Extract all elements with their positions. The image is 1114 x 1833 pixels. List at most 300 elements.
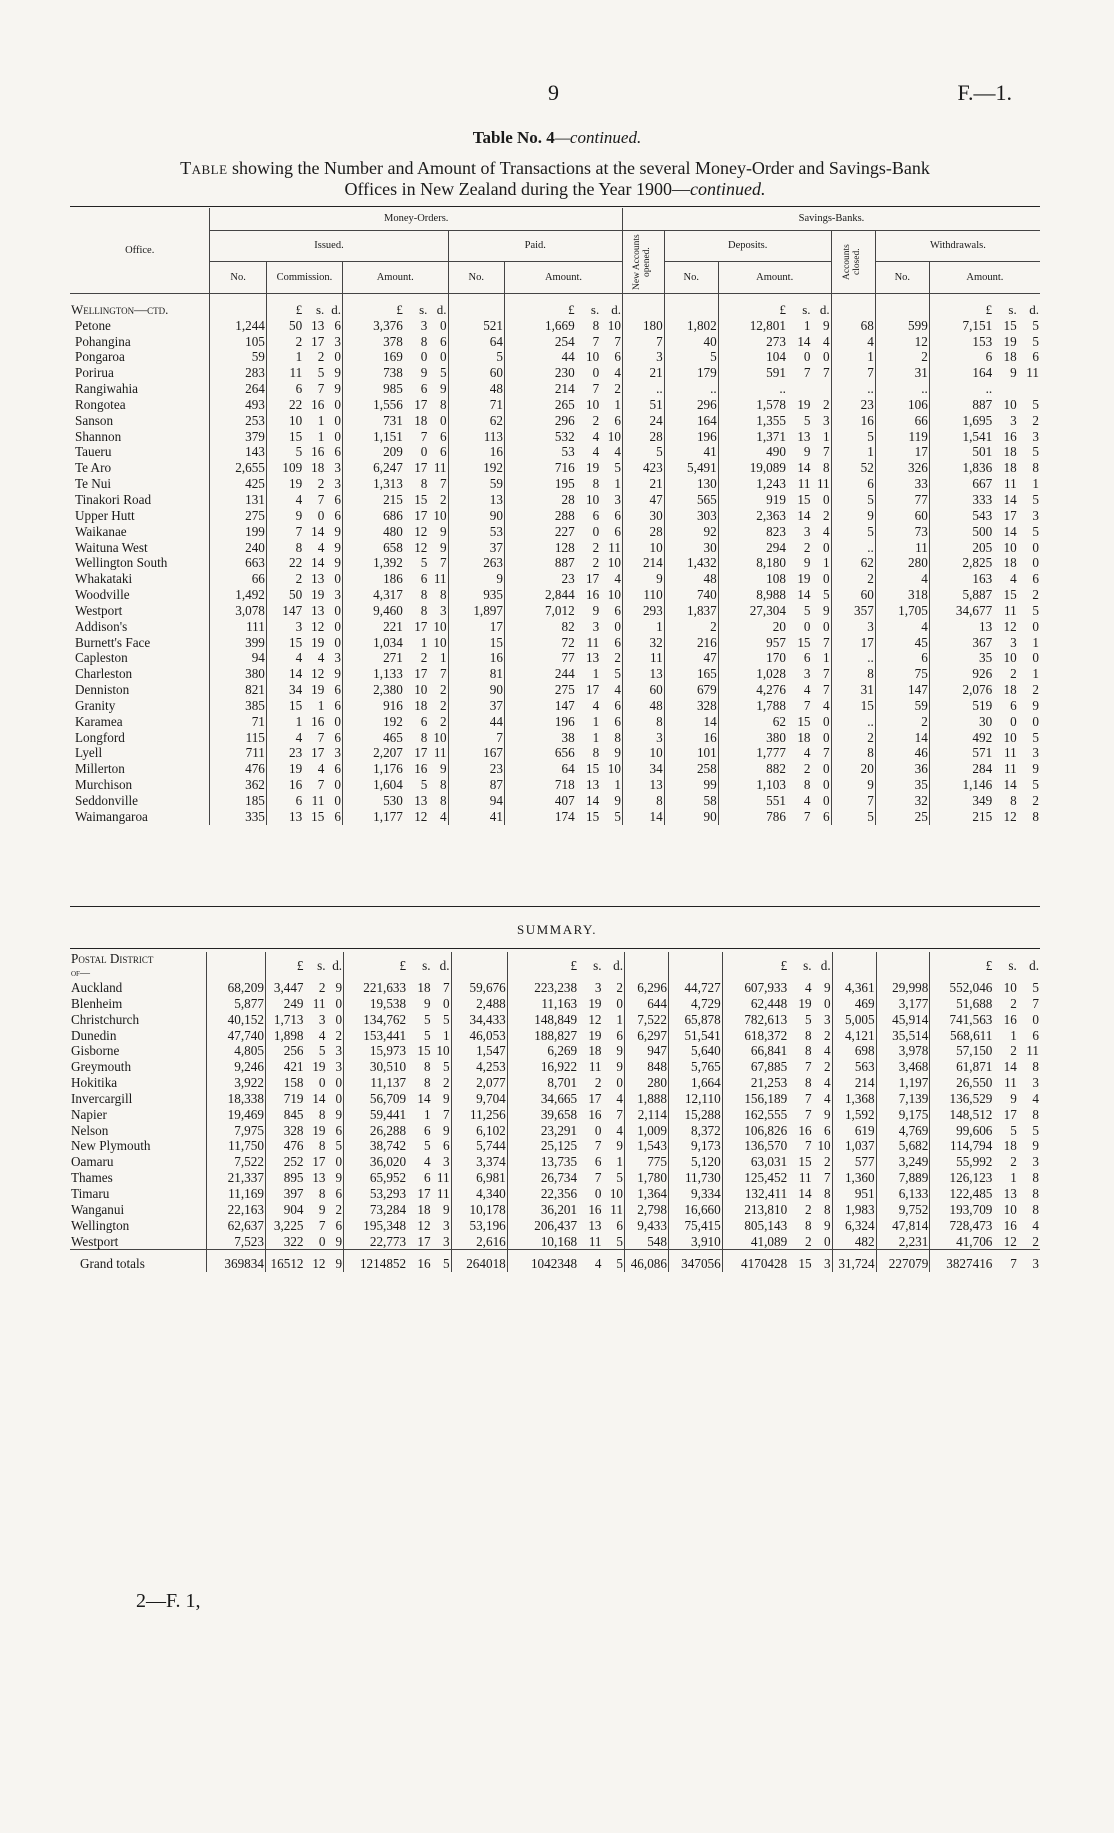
- district-row: [70, 980, 1040, 996]
- office-cell: 9: [803, 444, 811, 460]
- office-office-name: Waituna West: [75, 539, 148, 555]
- office-cell: 14: [797, 587, 811, 603]
- office-cell: 15: [266, 635, 303, 651]
- office-cell: 25: [875, 809, 929, 825]
- office-office-name: Rangiwahia: [75, 381, 138, 397]
- office-cell: 18: [1003, 444, 1017, 460]
- district-cell: 114,794: [930, 1138, 994, 1154]
- office-cell: 2: [664, 619, 718, 635]
- office-cell: 1: [317, 412, 325, 428]
- district-cell: 136,570: [722, 1138, 788, 1154]
- office-cell: 357: [831, 603, 875, 619]
- office-cell: 38: [504, 730, 575, 746]
- office-cell: 108: [718, 571, 787, 587]
- office-cell: 17: [414, 745, 428, 761]
- district-cell: 38,742: [344, 1138, 408, 1154]
- office-cell: 480: [342, 524, 403, 540]
- office-cell: 0: [1032, 555, 1039, 571]
- district-cell: 4,121: [832, 1028, 876, 1044]
- district-cell: 12: [588, 1011, 602, 1027]
- district-cell: 47,740: [207, 1028, 266, 1044]
- unit-d: d.: [332, 958, 343, 974]
- district-cell: 19: [798, 995, 812, 1011]
- district-cell: 11,730: [668, 1170, 722, 1186]
- district-cell: 6: [423, 1170, 431, 1186]
- office-cell: 104: [718, 349, 787, 365]
- unit-s: s.: [803, 958, 812, 974]
- district-cell: 13: [1003, 1185, 1017, 1201]
- office-cell: 32: [875, 793, 929, 809]
- office-cell: 18: [414, 412, 428, 428]
- office-cell: 169: [342, 349, 403, 365]
- grand-totals-cell: 3: [824, 1256, 831, 1272]
- office-cell: 2,207: [342, 745, 403, 761]
- office-cell: 4: [803, 793, 811, 808]
- withdrawals-no-header: No.: [875, 262, 929, 294]
- office-cell: 13: [929, 619, 993, 635]
- district-cell: 16: [1003, 1011, 1017, 1027]
- office-cell: 20: [718, 619, 787, 635]
- office-cell: 62: [448, 413, 504, 429]
- table-title: [0, 128, 1114, 148]
- district-cell: 34,665: [507, 1091, 578, 1107]
- district-cell: 2: [824, 1027, 831, 1043]
- office-cell: 12: [311, 618, 325, 634]
- office-cell: 28: [504, 492, 575, 508]
- office-cell: 519: [929, 698, 993, 714]
- office-cell: 4: [592, 428, 600, 444]
- office-cell: 11: [1004, 602, 1017, 618]
- district-cell: 7: [318, 1217, 326, 1233]
- district-cell: 195,348: [344, 1218, 408, 1234]
- office-cell: 23: [266, 745, 303, 761]
- office-cell: 326: [875, 460, 929, 476]
- district-cell: 6,133: [876, 1186, 930, 1202]
- office-cell: 8: [803, 777, 811, 793]
- office-cell: 7: [317, 729, 325, 745]
- office-cell: 6: [439, 444, 447, 460]
- issued-header: Issued.: [210, 230, 448, 262]
- office-cell: 62: [718, 714, 787, 730]
- office-cell: 19: [266, 476, 303, 492]
- district-cell: 15: [798, 1154, 812, 1170]
- office-cell: 101: [664, 745, 718, 761]
- office-row: [70, 714, 1040, 730]
- district-cell: 15,288: [668, 1107, 722, 1123]
- district-cell: 249: [265, 996, 304, 1012]
- grand-totals-row: [70, 1250, 1040, 1272]
- office-row: [70, 444, 1040, 460]
- office-cell: 28: [622, 429, 664, 445]
- office-cell: 24: [622, 413, 664, 429]
- district-cell: 19: [312, 1122, 326, 1138]
- district-cell: 2: [616, 980, 623, 995]
- district-row: [70, 1091, 1040, 1107]
- district-cell: 11: [1026, 1043, 1039, 1059]
- office-cell: 1,392: [342, 555, 403, 571]
- summary-title: SUMMARY.: [516, 922, 598, 937]
- office-cell: 36: [875, 761, 929, 777]
- office-cell: 296: [504, 413, 575, 429]
- office-cell: 3: [334, 333, 341, 349]
- office-cell: 90: [448, 682, 504, 698]
- office-cell: 13: [414, 793, 428, 808]
- office-cell: 2: [317, 476, 325, 492]
- district-cell: 5: [442, 1011, 450, 1027]
- district-cell: 17: [588, 1090, 602, 1106]
- office-cell: 2: [1010, 666, 1017, 682]
- district-cell: 1,983: [832, 1202, 876, 1218]
- office-cell: 731: [342, 413, 403, 429]
- office-cell: 476: [210, 761, 266, 777]
- district-cell: 9: [616, 1138, 623, 1154]
- office-cell: 1: [266, 349, 303, 365]
- office-cell: 957: [718, 635, 787, 651]
- office-cell: 1: [614, 476, 621, 492]
- office-cell: 47: [664, 650, 718, 666]
- district-cell: 8: [1032, 1106, 1039, 1122]
- office-office-name: Tinakori Road: [75, 491, 152, 507]
- office-cell: 425: [210, 476, 266, 492]
- office-cell: 1: [1032, 634, 1039, 650]
- office-office-name: Capleston: [75, 650, 128, 666]
- office-row: [70, 476, 1040, 492]
- office-cell: 2: [439, 697, 447, 713]
- office-cell: 12: [414, 539, 428, 555]
- office-cell: 4: [875, 619, 929, 635]
- office-cell: 2,825: [929, 555, 993, 571]
- office-cell: 8: [420, 587, 428, 603]
- office-cell: 14: [797, 333, 811, 349]
- office-cell: 7: [592, 381, 600, 397]
- office-cell: 1,492: [210, 587, 266, 603]
- office-cell: 227: [504, 524, 575, 540]
- office-cell: 492: [929, 730, 993, 746]
- office-cell: 1: [266, 714, 303, 730]
- caption-lead: Table: [180, 158, 228, 178]
- office-cell: 887: [929, 397, 993, 413]
- office-cell: 37: [448, 698, 504, 714]
- office-cell: 11: [1004, 761, 1017, 777]
- office-cell: 1: [622, 619, 664, 635]
- office-cell: 10: [414, 682, 428, 698]
- office-cell: 13: [622, 666, 664, 682]
- office-cell: 0: [592, 365, 600, 381]
- office-cell: ..: [622, 381, 664, 397]
- office-cell: 7: [823, 682, 830, 698]
- district-cell: 122,485: [930, 1186, 994, 1202]
- office-cell: 8,180: [718, 555, 787, 571]
- office-cell: 521: [448, 318, 504, 334]
- district-cell: 132,411: [722, 1186, 788, 1202]
- district-row: [70, 996, 1040, 1012]
- office-cell: 77: [504, 650, 575, 666]
- district-cell: 26,734: [507, 1170, 578, 1186]
- district-cell: 3: [442, 1154, 450, 1170]
- grand-totals-cell: 7: [1010, 1256, 1017, 1272]
- office-cell: 0: [823, 777, 830, 793]
- district-cell: 4,729: [668, 996, 722, 1012]
- office-cell: 9: [1032, 697, 1039, 713]
- office-cell: 5: [266, 444, 303, 460]
- office-cell: [787, 381, 812, 397]
- issued-amount-header: Amount.: [342, 262, 448, 294]
- office-cell: 0: [334, 412, 341, 428]
- office-cell: 10: [1003, 396, 1017, 412]
- district-cell: 947: [625, 1043, 669, 1059]
- district-cell: 126,123: [930, 1170, 994, 1186]
- district-cell: 577: [832, 1154, 876, 1170]
- district-cell: 39,658: [507, 1107, 578, 1123]
- office-cell: 6: [334, 317, 341, 333]
- district-cell: 7: [594, 1170, 602, 1186]
- office-cell: 367: [929, 635, 993, 651]
- office-cell: 13: [586, 777, 600, 793]
- office-cell: 6: [439, 333, 447, 349]
- office-cell: 786: [718, 809, 787, 825]
- office-cell: 111: [210, 619, 266, 635]
- district-cell: 4: [423, 1154, 431, 1170]
- office-cell: 935: [448, 587, 504, 603]
- office-cell: 13: [311, 602, 325, 618]
- district-office-name: Westport: [71, 1233, 119, 1249]
- office-cell: 271: [342, 650, 403, 666]
- office-cell: 500: [929, 524, 993, 540]
- office-cell: 48: [448, 381, 504, 397]
- district-office-name: Dunedin: [71, 1027, 117, 1043]
- district-cell: 3: [335, 1043, 343, 1059]
- office-cell: 10: [622, 540, 664, 556]
- office-office-name: Wellington South: [75, 555, 168, 571]
- district-cell: 618,372: [722, 1028, 788, 1044]
- office-cell: 106: [875, 397, 929, 413]
- office-cell: 0: [803, 618, 811, 634]
- office-cell: 9: [1032, 761, 1039, 777]
- office-cell: 8: [1032, 460, 1039, 476]
- office-cell: 1,556: [342, 397, 403, 413]
- district-cell: 8: [1032, 1185, 1039, 1201]
- office-cell: 4: [614, 682, 621, 698]
- office-cell: 711: [210, 745, 266, 761]
- office-row: [70, 349, 1040, 365]
- office-cell: 22: [266, 397, 303, 413]
- office-cell: 14: [1003, 523, 1017, 539]
- office-cell: 92: [664, 524, 718, 540]
- office-cell: 9: [831, 777, 875, 793]
- office-cell: 9: [592, 602, 600, 618]
- office-cell: 1: [823, 650, 830, 666]
- office-cell: 163: [929, 571, 993, 587]
- office-cell: 379: [210, 429, 266, 445]
- office-cell: 4,276: [718, 682, 787, 698]
- office-cell: 8: [592, 317, 600, 333]
- office-cell: 16: [1003, 428, 1017, 444]
- office-cell: 12: [1003, 618, 1017, 634]
- office-cell: 215: [929, 809, 993, 825]
- grand-totals-cell: 4170428: [722, 1250, 788, 1272]
- office-office-name: Pongaroa: [75, 349, 125, 365]
- district-cell: 2: [805, 1233, 812, 1249]
- unit-pound: £: [344, 952, 408, 980]
- summary-heading: [70, 952, 207, 980]
- office-cell: 6: [439, 428, 447, 444]
- district-cell: 5: [423, 1011, 431, 1027]
- district-cell: 4: [318, 1027, 326, 1043]
- unit-s: s.: [590, 301, 600, 317]
- office-cell: 6: [334, 808, 341, 824]
- summary-top-rule: [70, 948, 1040, 949]
- office-header: Office.: [125, 244, 155, 256]
- withdrawals-header: Withdrawals.: [875, 230, 1040, 262]
- district-cell: 7: [616, 1106, 623, 1122]
- grand-totals-cell: 227079: [876, 1250, 930, 1272]
- office-cell: 6: [1010, 697, 1017, 713]
- office-cell: 6: [334, 507, 341, 523]
- office-cell: 0: [334, 634, 341, 650]
- office-cell: 1: [420, 634, 428, 650]
- office-cell: 12: [311, 666, 325, 682]
- office-office-name: Longford: [75, 729, 125, 745]
- district-cell: 5: [318, 1043, 326, 1059]
- district-office-name: Blenheim: [71, 995, 123, 1011]
- office-cell: ..: [929, 381, 993, 397]
- deposits-amount-header: Amount.: [718, 262, 831, 294]
- district-cell: 9,173: [668, 1138, 722, 1154]
- district-cell: 782,613: [722, 1012, 788, 1028]
- office-cell: 66: [210, 571, 266, 587]
- district-cell: 8: [423, 1059, 431, 1075]
- grand-totals-cell: 12: [312, 1256, 326, 1272]
- office-cell: 34: [266, 682, 303, 698]
- district-cell: 7,522: [207, 1154, 266, 1170]
- office-cell: 3: [614, 491, 621, 507]
- office-cell: 21: [622, 365, 664, 381]
- office-cell: 7: [823, 745, 830, 761]
- district-cell: 7: [594, 1138, 602, 1154]
- office-cell: 2,655: [210, 460, 266, 476]
- district-cell: 6: [442, 1138, 450, 1154]
- main-table-body: [70, 293, 1040, 824]
- office-row: [70, 334, 1040, 350]
- district-cell: 6,269: [507, 1043, 578, 1059]
- district-cell: 36,201: [507, 1202, 578, 1218]
- district-cell: 19,469: [207, 1107, 266, 1123]
- district-heading: Wellington—ctd.: [71, 301, 169, 317]
- office-cell: 2: [803, 539, 811, 555]
- office-cell: 3: [266, 619, 303, 635]
- district-cell: 3,910: [668, 1234, 722, 1250]
- district-cell: 2: [335, 1201, 343, 1217]
- office-office-name: Westport: [75, 602, 123, 618]
- district-cell: 9: [442, 1201, 450, 1217]
- office-cell: 109: [266, 460, 303, 476]
- district-cell: 223,238: [507, 980, 578, 996]
- office-cell: 17: [414, 666, 428, 682]
- office-cell: 19: [797, 396, 811, 412]
- district-cell: 6: [335, 1217, 343, 1233]
- office-cell: 9: [448, 571, 504, 587]
- district-cell: 29,998: [876, 980, 930, 996]
- office-cell: 5: [1032, 729, 1039, 745]
- office-cell: 1,151: [342, 429, 403, 445]
- office-cell: 215: [342, 492, 403, 508]
- office-cell: 1,578: [718, 397, 787, 413]
- district-cell: 7: [824, 1170, 831, 1186]
- unit-d: d.: [819, 301, 830, 317]
- office-cell: 12,801: [718, 318, 787, 334]
- office-cell: 62: [831, 555, 875, 571]
- unit-pound: £: [266, 293, 303, 317]
- district-cell: 61,871: [930, 1059, 994, 1075]
- office-cell: 27,304: [718, 603, 787, 619]
- district-cell: 16: [1003, 1217, 1017, 1233]
- office-cell: 13: [586, 650, 600, 666]
- district-cell: 7,522: [625, 1012, 669, 1028]
- district-cell: 11: [436, 1170, 450, 1186]
- office-cell: 2: [592, 412, 600, 428]
- district-row: [70, 1043, 1040, 1059]
- office-cell: 4: [317, 539, 325, 555]
- office-cell: 18: [311, 460, 325, 476]
- office-cell: 2: [317, 349, 325, 365]
- district-cell: 19,538: [344, 996, 408, 1012]
- district-cell: 59,441: [344, 1107, 408, 1123]
- district-office-name: Thames: [71, 1170, 113, 1186]
- unit-pound: £: [722, 952, 788, 980]
- office-cell: 9: [439, 381, 447, 397]
- district-cell: 8,372: [668, 1123, 722, 1139]
- office-cell: 2: [875, 349, 929, 365]
- office-cell: 716: [504, 460, 575, 476]
- savings-banks-header: Savings-Banks.: [622, 208, 1040, 230]
- office-cell: 8: [439, 777, 447, 793]
- office-cell: 18: [1003, 349, 1017, 365]
- office-cell: 2: [439, 491, 447, 507]
- district-cell: 845: [265, 1107, 304, 1123]
- office-cell: 34: [622, 761, 664, 777]
- office-cell: 275: [504, 682, 575, 698]
- district-office-name: Timaru: [71, 1185, 110, 1201]
- district-cell: 148,849: [507, 1012, 578, 1028]
- district-cell: 2,488: [451, 996, 507, 1012]
- office-cell: 2: [1032, 412, 1039, 428]
- office-cell: 13: [797, 428, 811, 444]
- district-cell: 10: [436, 1043, 450, 1059]
- district-cell: 11: [312, 995, 326, 1011]
- district-cell: 548: [625, 1234, 669, 1250]
- office-cell: 2: [803, 761, 811, 777]
- district-cell: 75,415: [668, 1218, 722, 1234]
- district-cell: 14: [312, 1090, 326, 1106]
- district-cell: 7: [805, 1106, 812, 1122]
- district-cell: 46,053: [451, 1028, 507, 1044]
- office-cell: 15: [311, 808, 325, 824]
- office-cell: 6: [614, 602, 621, 618]
- paid-header: Paid.: [448, 230, 622, 262]
- district-cell: 741,563: [930, 1012, 994, 1028]
- district-cell: 18,338: [207, 1091, 266, 1107]
- office-cell: 5: [1032, 333, 1039, 349]
- office-cell: 1: [317, 697, 325, 713]
- office-cell: 0: [439, 412, 447, 428]
- office-cell: 14: [311, 523, 325, 539]
- office-cell: 501: [929, 444, 993, 460]
- office-cell: 58: [664, 793, 718, 809]
- office-cell: 284: [929, 761, 993, 777]
- office-cell: 5: [664, 349, 718, 365]
- district-cell: 1,360: [832, 1170, 876, 1186]
- district-cell: 2: [1010, 1154, 1017, 1170]
